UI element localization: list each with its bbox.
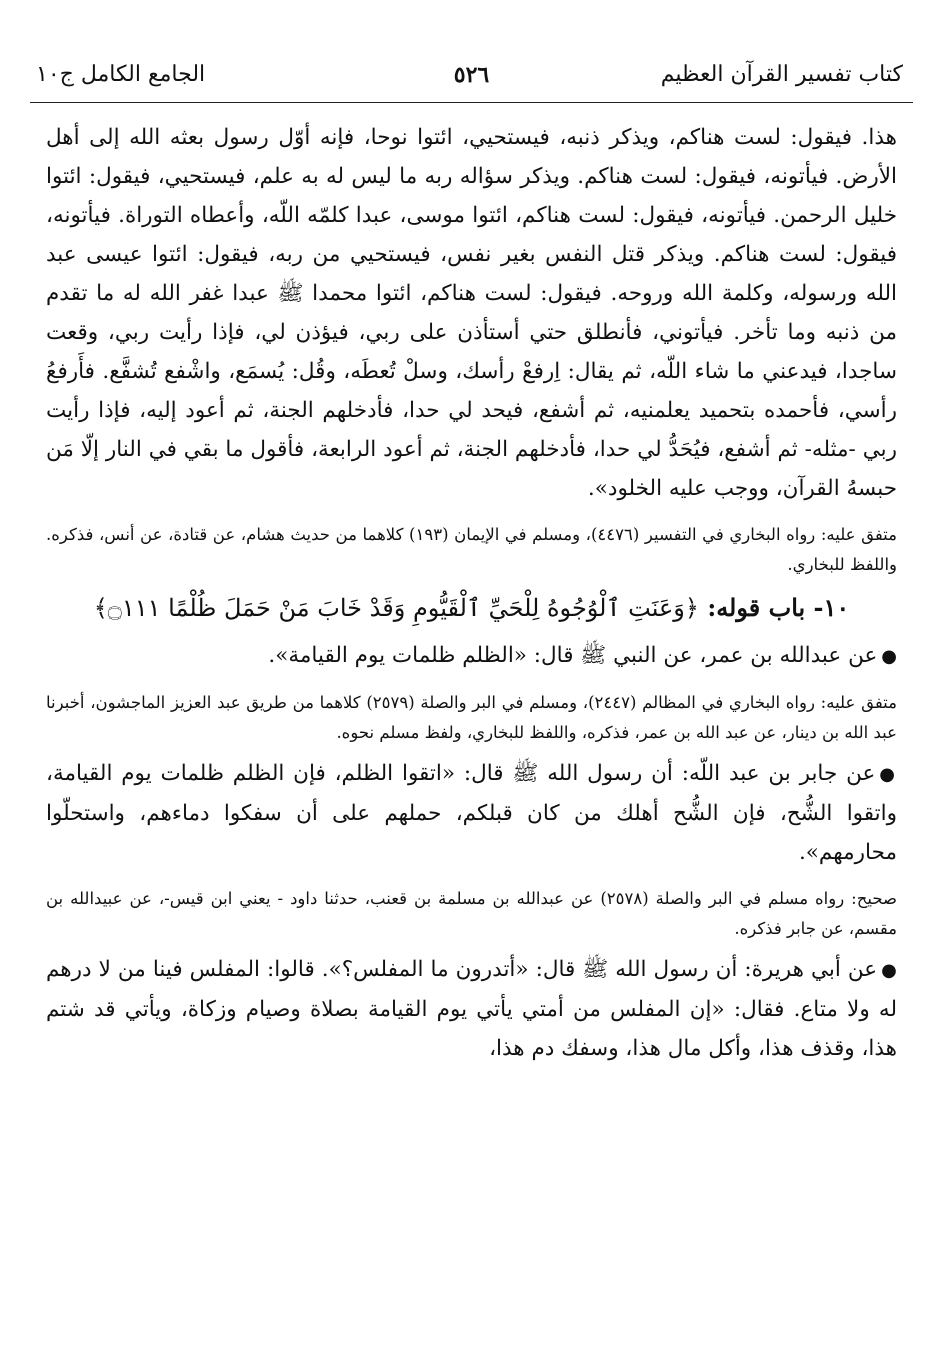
takhrij-note-2: متفق عليه: رواه البخاري في المظالم (٢٤٤٧)، ومسلم في البر والصلة (٢٥٧٩) كلاهما من طريق عبد العزيز الماجشون، أخبرنا عبد الله بن دينار، عن عبد الله بن عمر، فذكره، واللفظ للبخاري، ولفظ مسلم نحوه. [46, 693, 897, 742]
page-content [46, 118, 897, 1068]
section-heading-label: ١٠- باب قوله: [707, 593, 850, 622]
page-number: ٥٢٦ [453, 62, 490, 88]
hadith-abu-hurayra [46, 950, 897, 1068]
hadith-ibn-umar-text: عن عبدالله بن عمر، عن النبي ﷺ قال: «الظلم ظلمات يوم القيامة». [268, 643, 878, 668]
takhrij-note-1: متفق عليه: رواه البخاري في التفسير (٤٤٧٦)، ومسلم في الإيمان (١٩٣) كلاهما من حديث هشام، عن قتادة، عن أنس، فذكره. واللفظ للبخاري. [46, 525, 898, 574]
section-heading [46, 586, 897, 630]
page-header [30, 58, 913, 103]
hadith-ibn-umar [46, 636, 897, 676]
quran-verse: ﴿وَعَنَتِ ٱلْوُجُوهُ لِلْحَيِّ ٱلْقَيُّومِ وَقَدْ خَابَ مَنْ حَمَلَ ظُلْمًا ۝١١١﴾ [93, 594, 699, 622]
hadith-text-continued: هذا. فيقول: لست هناكم، ويذكر ذنبه، فيستحيي، ائتوا نوحا، فإنه أوّل رسول بعثه الله إلى أهل الأرض. فيأتونه، فيقول: لست هناكم. ويذكر سؤاله ربه ما ليس له به علم، فيستحيي، فيقول: ائتوا خليل الرحمن. فيأتونه، فيقول: لست هناكم، ائتوا موسى، عبدا كلمّه اللّه، وأعطاه التوراة. فيأتونه، فيقول: لست هناكم. ويذكر قتل النفس بغير نفس، فيستحيي من ربه، فيقول: ائتوا عيسى عبد الله ورسوله، وكلمة الله وروحه. فيقول: لست هناكم، ائتوا محمدا ﷺ عبدا غفر الله له ما تقدم من ذنبه وما تأخر. فيأتوني، فأنطلق حتي أستأذن على ربي، فيؤذن لي، فإذا رأيت ربي، وقعت ساجدا، فيدعني ما شاء اللّه، ثم يقال: اِرفعْ رأسك، وسلْ تُعطَه، وقُل: يُسمَع، واشْفع تُشفَّع. فأَرفعُ رأسي، فأحمده بتحميد يعلمنيه، ثم أشفع، فيحد لي حدا، فأدخلهم الجنة، ثم أعود إليه، فإذا رأيت ربي -مثله- ثم أشفع، فيُحَدُّ لي حدا، فأدخلهم الجنة، ثم أعود الرابعة، فأقول ما بقي في النار إلّا مَن حبسهُ القرآن، ووجب عليه الخلود». [46, 125, 897, 501]
hadith-jabir [46, 754, 897, 872]
bullet-icon: ● [879, 764, 897, 785]
bullet-icon: ● [881, 960, 897, 981]
hadith-abu-hurayra-text: عن أبي هريرة: أن رسول الله ﷺ قال: «أتدرون ما المفلس؟». قالوا: المفلس فينا من لا درهم له ولا متاع. فقال: «إن المفلس من أمتي يأتي يوم القيامة بصلاة وصيام وزكاة، ويأتي قد شتم هذا، وقذف هذا، وأكل مال هذا، وسفك دم هذا، [46, 957, 897, 1061]
volume-label: الجامع الكامل ج١٠ [36, 62, 206, 87]
takhrij-note-3: صحيح: رواه مسلم في البر والصلة (٢٥٧٨) عن عبدالله بن مسلمة بن قعنب، حدثنا داود - يعني ابن قيس-، عن عبيدالله بن مقسم، عن جابر فذكره. [46, 889, 897, 938]
book-title: كتاب تفسير القرآن العظيم [660, 62, 903, 87]
bullet-icon: ● [881, 646, 897, 667]
hadith-jabir-text: عن جابر بن عبد اللّه: أن رسول الله ﷺ قال: «اتقوا الظلم، فإن الظلم ظلمات يوم القيامة، واتقوا الشُّح، فإن الشُّح أهلك من كان قبلكم، حملهم على أن سفكوا دماءهم، واستحلّوا محارمهم». [46, 761, 897, 865]
